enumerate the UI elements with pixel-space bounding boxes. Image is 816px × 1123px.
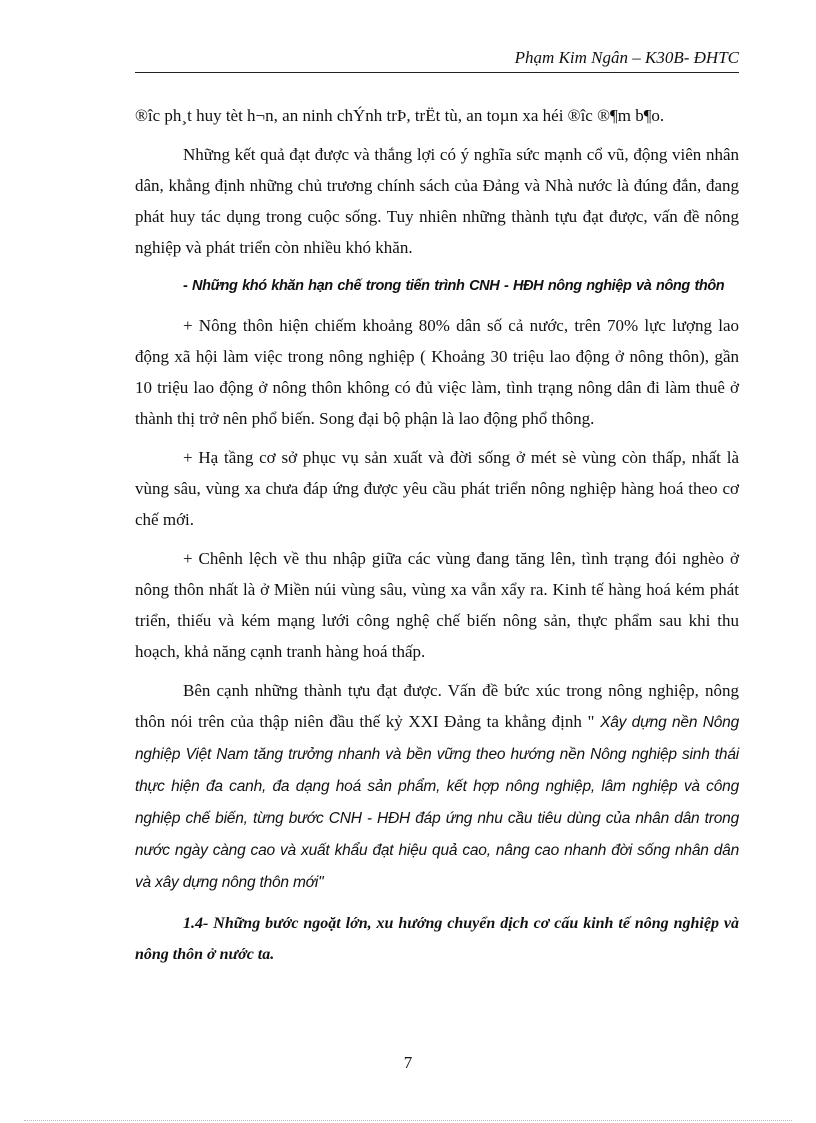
paragraph-party-policy bbox=[135, 675, 739, 898]
section-heading-1-4: 1.4- Những bước ngoặt lớn, xu hướng chuyển dịch cơ cấu kinh tế nông nghiệp và nông thôn ở nước ta. bbox=[135, 915, 739, 963]
paragraph-continuation: ®îc ph¸t huy tèt h¬n, an ninh chÝnh trÞ, trËt tù, an toµn xa héi ®îc ®¶m b¶o. bbox=[135, 106, 665, 125]
page-body bbox=[135, 100, 739, 970]
page-header bbox=[135, 48, 739, 73]
policy-intro-text: Bên cạnh những thành tựu đạt được. Vấn đề bức xúc trong nông nghiệp, nông thôn nói trên của thập niên đầu thế kỷ XXI Đảng ta khẳng định " bbox=[135, 681, 739, 731]
paragraph-rural-labor: + Nông thôn hiện chiếm khoảng 80% dân số cả nước, trên 70% lực lượng lao động xã hội làm việc trong nông nghiệp ( Khoảng 30 triệu lao động ở nông thôn), gần 10 triệu lao động ở nông thôn không có đủ việc làm, tình trạng nông dân đi làm thuê ở thành thị trở nên phổ biến. Song đại bộ phận là lao động phổ thông. bbox=[135, 316, 739, 428]
subheading-difficulties: - Những khó khăn hạn chế trong tiến trình CNH - HĐH nông nghiệp và nông thôn bbox=[183, 278, 725, 294]
header-author: Phạm Kim Ngân – K30B- ĐHTC bbox=[514, 48, 739, 67]
paragraph-infrastructure: + Hạ tầng cơ sở phục vụ sản xuất và đời sống ở mét sè vùng còn thấp, nhất là vùng sâu, vùng xa chưa đáp ứng được yêu cầu phát triển nông nghiệp hàng hoá theo cơ chế mới. bbox=[135, 448, 739, 529]
policy-quote: Xây dựng nền Nông nghiệp Việt Nam tăng trưởng nhanh và bền vững theo hướng nền Nông nghiệp sinh thái thực hiện đa canh, đa dạng hoá sản phẩm, kết hợp nông nghiệp, lâm nghiệp và công nghiệp chế biến, từng bước CNH - HĐH đáp ứng nhu cầu tiêu dùng của nhân dân trong nước ngày càng cao và xuất khẩu đạt hiệu quả cao, nâng cao nhanh đời sống nhân dân và xây dựng nông thôn mới" bbox=[135, 714, 739, 891]
page-bottom-divider bbox=[24, 1120, 792, 1121]
paragraph-achievements: Những kết quả đạt được và thắng lợi có ý nghĩa sức mạnh cổ vũ, động viên nhân dân, khẳng định những chủ trương chính sách của Đảng và Nhà nước là đúng đắn, đang phát huy tác dụng trong cuộc sống. Tuy nhiên những thành tựu đạt được, vấn đề nông nghiệp và phát triển còn nhiều khó khăn. bbox=[135, 145, 739, 257]
paragraph-income-gap: + Chênh lệch về thu nhập giữa các vùng đang tăng lên, tình trạng đói nghèo ở nông thôn nhất là ở Miền núi vùng sâu, vùng xa vẫn xẩy ra. Kinh tế hàng hoá kém phát triển, thiếu và kém mạng lưới công nghệ chế biến nông sản, thực phẩm sau khi thu hoạch, khả năng cạnh tranh hàng hoá thấp. bbox=[135, 549, 739, 661]
page-number: 7 bbox=[403, 1053, 413, 1072]
